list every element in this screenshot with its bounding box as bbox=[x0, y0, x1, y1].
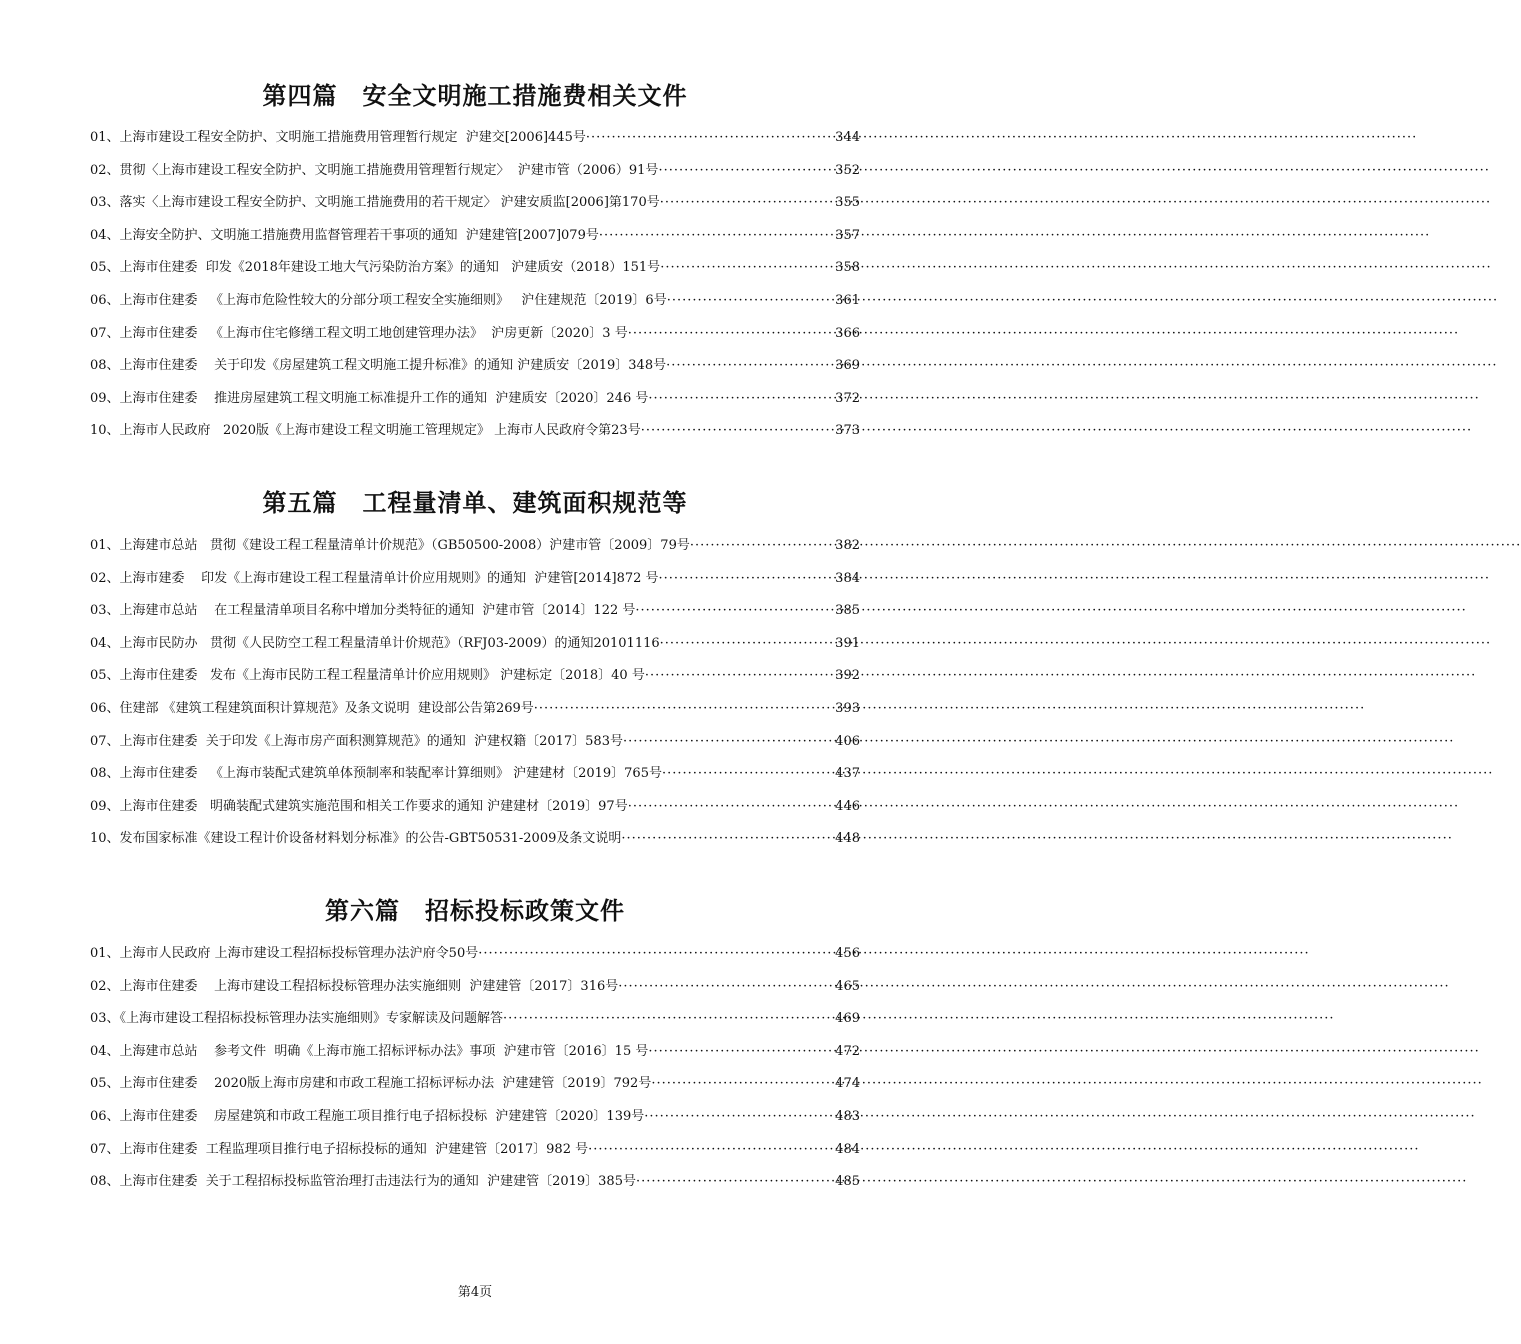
toc-entry-page: 385 bbox=[835, 603, 860, 619]
toc-entry[interactable] bbox=[90, 293, 860, 326]
toc-entry-text: 07、上海市住建委 关于印发《上海市房产面积测算规范》的通知 沪建权籍〔2017〕583号 bbox=[90, 733, 623, 749]
toc-entry-page: 352 bbox=[835, 162, 860, 178]
toc-entry[interactable] bbox=[90, 1044, 860, 1077]
toc-entry[interactable] bbox=[90, 734, 860, 767]
toc-entry[interactable] bbox=[90, 1174, 860, 1207]
dot-leader bbox=[628, 326, 835, 342]
dot-leader bbox=[623, 734, 835, 750]
toc-entry[interactable] bbox=[90, 326, 860, 359]
toc-entry[interactable] bbox=[90, 766, 860, 799]
toc-entry-page: 369 bbox=[835, 358, 860, 374]
toc-entry-text: 05、上海市住建委 发布《上海市民防工程工程量清单计价应用规则》 沪建标定〔2018〕40 号 bbox=[90, 668, 645, 684]
toc-entry[interactable] bbox=[90, 946, 860, 979]
toc-entry-page: 382 bbox=[835, 538, 860, 553]
toc-entry-text: 06、上海市住建委 《上海市危险性较大的分部分项工程安全实施细则》 沪住建规范〔2019〕6号 bbox=[90, 292, 667, 308]
toc-entry-text: 01、上海建市总站 贯彻《建设工程工程量清单计价规范》（GB50500-2008）沪建市管〔2009〕79号 bbox=[90, 538, 690, 553]
toc-entry[interactable] bbox=[90, 799, 860, 832]
dot-leader bbox=[621, 831, 835, 847]
toc-entry-text: 08、上海市住建委 《上海市装配式建筑单体预制率和装配率计算细则》 沪建建材〔2019〕765号 bbox=[90, 766, 662, 782]
toc-entry-text: 08、上海市住建委 关于工程招标投标监管治理打击违法行为的通知 沪建建管〔2019〕385号 bbox=[90, 1174, 636, 1190]
toc-entry-page: 372 bbox=[835, 390, 860, 406]
toc-entry[interactable] bbox=[90, 1142, 860, 1175]
toc-entry-text: 02、上海市住建委 上海市建设工程招标投标管理办法实施细则 沪建建管〔2017〕316号 bbox=[90, 978, 619, 994]
toc-entry[interactable] bbox=[90, 260, 860, 293]
toc-entry-text: 04、上海市民防办 贯彻《人民防空工程工程量清单计价规范》（RFJ03-2009）的通知20101116 bbox=[90, 635, 660, 651]
toc-entry-page: 472 bbox=[835, 1043, 860, 1059]
toc-list-part-6 bbox=[90, 946, 860, 1207]
toc-entry-text: 02、贯彻〈上海市建设工程安全防护、文明施工措施费用管理暂行规定〉 沪建市管（2006）91号 bbox=[90, 162, 659, 178]
toc-entry-page: 483 bbox=[835, 1108, 860, 1124]
toc-entry-text: 01、上海市人民政府 上海市建设工程招标投标管理办法沪府令50号 bbox=[90, 946, 479, 961]
toc-entry-text: 06、住建部 《建筑工程建筑面积计算规范》及条文说明 建设部公告第269号 bbox=[90, 700, 534, 716]
toc-entry-page: 456 bbox=[835, 946, 860, 961]
toc-entry[interactable] bbox=[90, 1076, 860, 1109]
section-title-part-6: 第六篇 招标投标政策文件 bbox=[325, 897, 625, 925]
dot-leader bbox=[478, 946, 835, 962]
toc-entry[interactable] bbox=[90, 163, 860, 196]
toc-entry-page: 357 bbox=[835, 227, 860, 243]
dot-leader bbox=[690, 538, 835, 554]
dot-leader bbox=[503, 1011, 835, 1027]
toc-entry-text: 07、上海市住建委 《上海市住宅修缮工程文明工地创建管理办法》 沪房更新〔2020〕3 号 bbox=[90, 325, 628, 341]
toc-entry-page: 474 bbox=[835, 1076, 860, 1092]
dot-leader bbox=[667, 293, 835, 309]
dot-leader bbox=[651, 1076, 835, 1092]
toc-entry-page: 344 bbox=[835, 130, 860, 145]
toc-entry-text: 05、上海市住建委 2020版上海市房建和市政工程施工招标评标办法 沪建建管〔2019〕792号 bbox=[90, 1076, 652, 1092]
toc-entry-page: 437 bbox=[835, 766, 860, 782]
dot-leader bbox=[636, 1174, 835, 1190]
dot-leader bbox=[658, 163, 835, 179]
dot-leader bbox=[666, 358, 835, 374]
dot-leader bbox=[648, 391, 835, 407]
toc-entry[interactable] bbox=[90, 423, 860, 456]
toc-entry-text: 03、《上海市建设工程招标投标管理办法实施细则》专家解读及问题解答 bbox=[90, 1011, 504, 1027]
dot-leader bbox=[628, 799, 835, 815]
page-number: 第4页 bbox=[457, 1285, 493, 1300]
toc-entry-page: 366 bbox=[835, 325, 860, 341]
toc-entry-text: 02、上海市建委 印发《上海市建设工程工程量清单计价应用规则》的通知 沪建管[2014]872 号 bbox=[90, 570, 659, 586]
toc-entry[interactable] bbox=[90, 701, 860, 734]
dot-leader bbox=[618, 979, 835, 995]
dot-leader bbox=[641, 423, 835, 439]
dot-leader bbox=[635, 603, 835, 619]
toc-entry-page: 393 bbox=[835, 700, 860, 716]
toc-entry[interactable] bbox=[90, 979, 860, 1012]
toc-entry-page: 465 bbox=[835, 978, 860, 994]
toc-entry[interactable] bbox=[90, 668, 860, 701]
dot-leader bbox=[586, 130, 835, 146]
toc-entry-text: 04、上海安全防护、文明施工措施费用监督管理若干事项的通知 沪建建管[2007]079号 bbox=[90, 227, 599, 243]
toc-list-part-4 bbox=[90, 130, 860, 456]
dot-leader bbox=[534, 701, 835, 717]
dot-leader bbox=[599, 228, 835, 244]
section-title-part-5: 第五篇 工程量清单、建筑面积规范等 bbox=[262, 489, 688, 517]
section-title-part-4: 第四篇 安全文明施工措施费相关文件 bbox=[262, 82, 688, 110]
toc-entry-text: 01、上海市建设工程安全防护、文明施工措施费用管理暂行规定 沪建交[2006]445号 bbox=[90, 130, 586, 145]
toc-entry-text: 10、上海市人民政府 2020版《上海市建设工程文明施工管理规定》 上海市人民政府令第23号 bbox=[90, 423, 641, 439]
toc-entry-text: 07、上海市住建委 工程监理项目推行电子招标投标的通知 沪建建管〔2017〕982 号 bbox=[90, 1141, 589, 1157]
toc-list-part-5 bbox=[90, 538, 860, 864]
dot-leader bbox=[648, 1044, 835, 1060]
toc-entry-text: 04、上海建市总站 参考文件 明确《上海市施工招标评标办法》事项 沪建市管〔2016〕15 号 bbox=[90, 1043, 649, 1059]
toc-entry[interactable] bbox=[90, 391, 860, 424]
dot-leader bbox=[645, 668, 835, 684]
toc-entry-page: 384 bbox=[835, 570, 860, 586]
toc-entry-text: 06、上海市住建委 房屋建筑和市政工程施工项目推行电子招标投标 沪建建管〔2020〕139号 bbox=[90, 1108, 645, 1124]
toc-entry-page: 448 bbox=[835, 831, 860, 847]
dot-leader bbox=[662, 766, 835, 782]
toc-entry[interactable] bbox=[90, 636, 860, 669]
toc-entry-text: 08、上海市住建委 关于印发《房屋建筑工程文明施工提升标准》的通知 沪建质安〔2019〕348号 bbox=[90, 358, 667, 374]
toc-entry-text: 05、上海市住建委 印发《2018年建设工地大气污染防治方案》的通知 沪建质安（2018）151号 bbox=[90, 260, 661, 276]
dot-leader bbox=[659, 571, 836, 587]
toc-entry[interactable] bbox=[90, 831, 860, 864]
toc-entry-page: 361 bbox=[835, 292, 860, 308]
toc-entry[interactable] bbox=[90, 1011, 860, 1044]
toc-entry[interactable] bbox=[90, 195, 860, 228]
dot-leader bbox=[660, 195, 835, 211]
dot-leader bbox=[660, 636, 836, 652]
toc-entry-page: 358 bbox=[835, 260, 860, 276]
toc-entry[interactable] bbox=[90, 1109, 860, 1142]
toc-entry-text: 09、上海市住建委 明确装配式建筑实施范围和相关工作要求的通知 沪建建材〔2019〕97号 bbox=[90, 798, 628, 814]
toc-entry-page: 406 bbox=[835, 733, 860, 749]
toc-entry[interactable] bbox=[90, 571, 860, 604]
toc-entry-page: 373 bbox=[835, 423, 860, 439]
toc-entry-text: 09、上海市住建委 推进房屋建筑工程文明施工标准提升工作的通知 沪建质安〔2020〕246 号 bbox=[90, 390, 649, 406]
dot-leader bbox=[588, 1142, 835, 1158]
toc-entry-page: 469 bbox=[835, 1011, 860, 1027]
toc-entry-page: 392 bbox=[835, 668, 860, 684]
dot-leader bbox=[660, 260, 835, 276]
dot-leader bbox=[644, 1109, 835, 1125]
toc-entry-text: 03、落实〈上海市建设工程安全防护、文明施工措施费用的若干规定〉 沪建安质监[2006]第170号 bbox=[90, 195, 660, 211]
toc-entry[interactable] bbox=[90, 228, 860, 261]
toc-entry-page: 485 bbox=[835, 1174, 860, 1190]
toc-entry-page: 355 bbox=[835, 195, 860, 211]
toc-entry-page: 484 bbox=[835, 1141, 860, 1157]
toc-entry-text: 03、上海建市总站 在工程量清单项目名称中增加分类特征的通知 沪建市管〔2014〕122 号 bbox=[90, 603, 636, 619]
toc-entry[interactable] bbox=[90, 130, 860, 163]
toc-entry[interactable] bbox=[90, 358, 860, 391]
toc-entry[interactable] bbox=[90, 538, 860, 571]
toc-entry[interactable] bbox=[90, 603, 860, 636]
toc-entry-page: 391 bbox=[835, 635, 860, 651]
toc-entry-page: 446 bbox=[835, 798, 860, 814]
toc-entry-text: 10、发布国家标准《建设工程计价设备材料划分标准》的公告-GBT50531-2009及条文说明 bbox=[90, 831, 622, 847]
